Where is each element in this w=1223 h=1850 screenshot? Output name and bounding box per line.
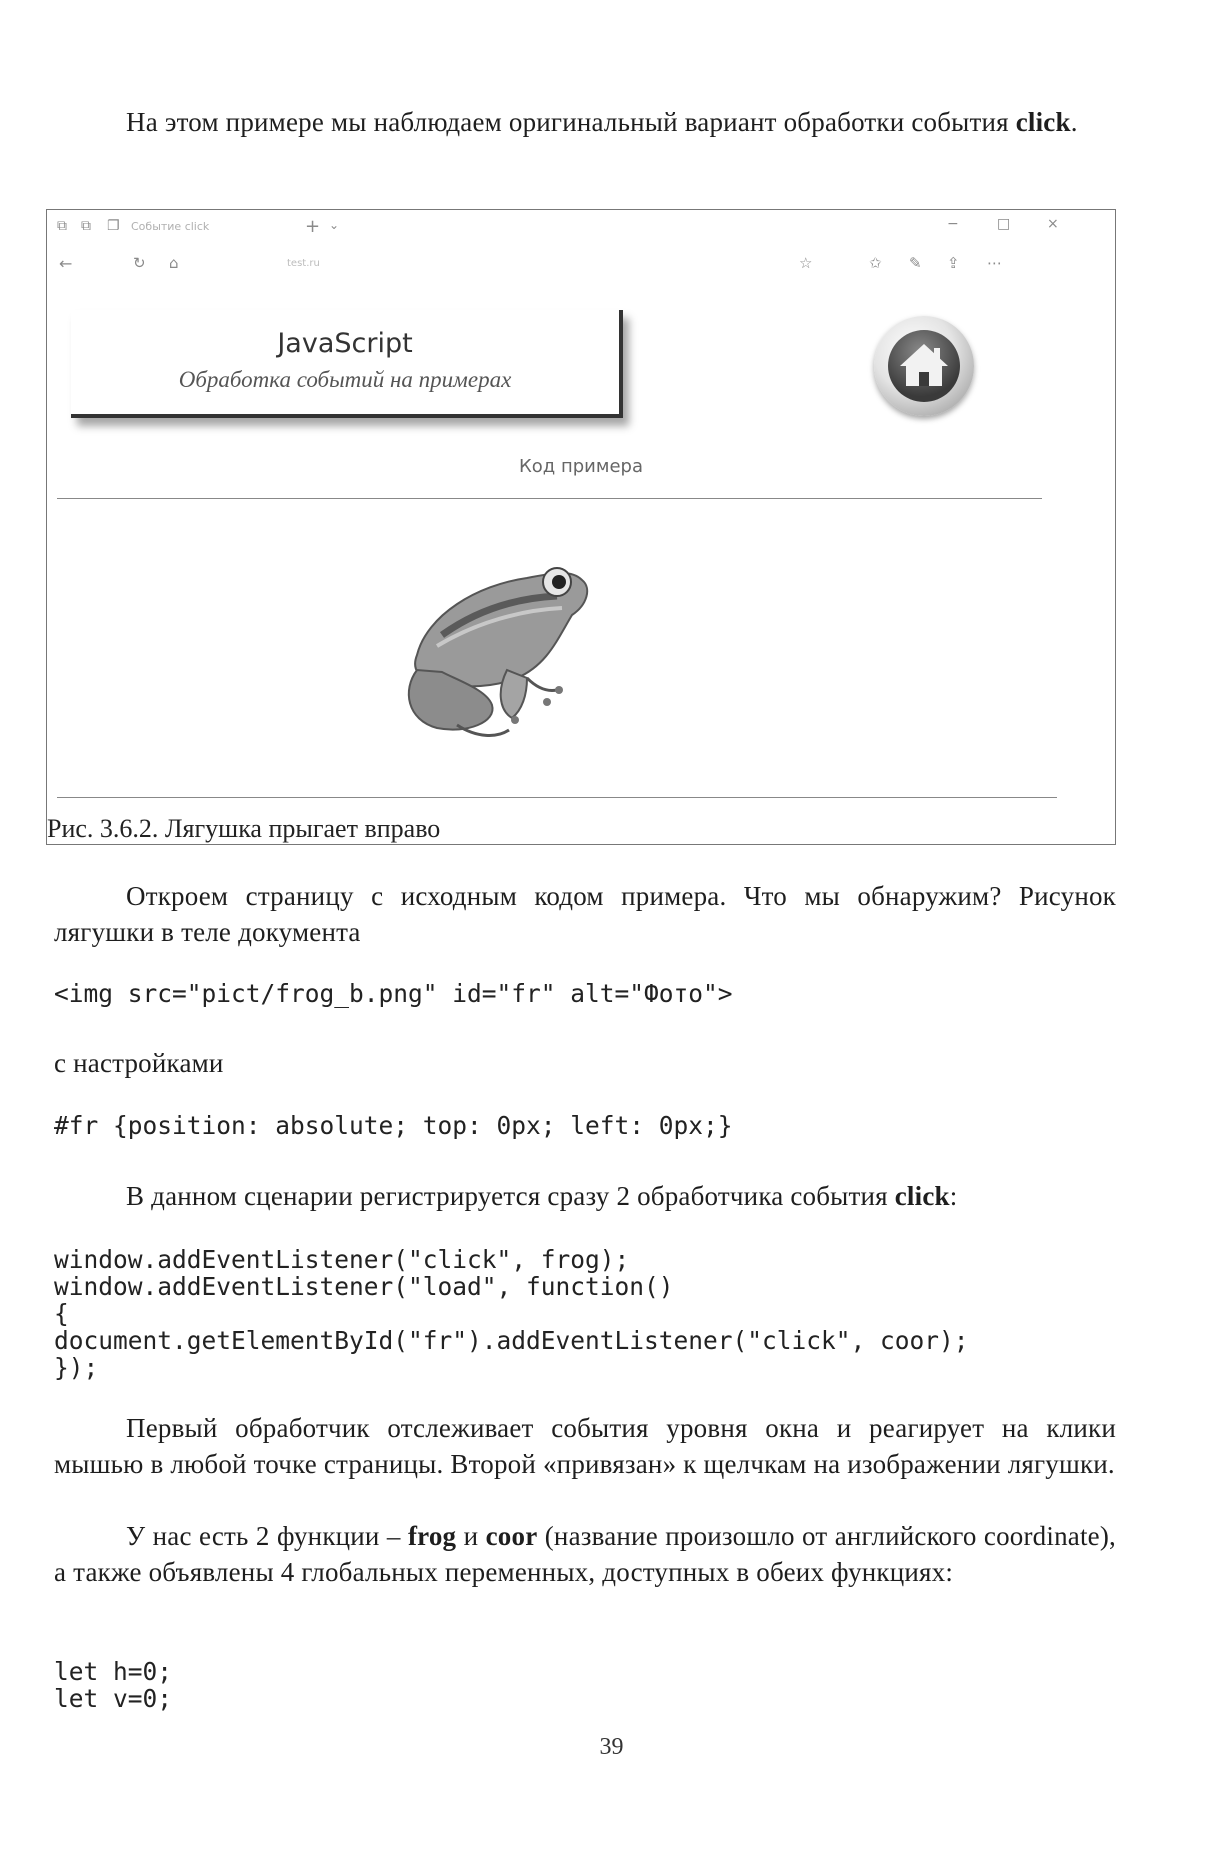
code-line: window.addEventListener("click", frog); [54,1245,630,1274]
site-banner [71,310,623,418]
tab-icon[interactable]: ⧉ [57,218,67,234]
frog-image[interactable] [397,560,657,740]
chevron-down-icon[interactable]: ⌄ [329,218,340,232]
paragraph-4-end: : [949,1181,958,1211]
paragraph-6-k2: coor [485,1521,538,1551]
paragraph-6-t3: (название произошло от английского coordinate), а также объявлены 4 глобальных переменных, доступных в обеих функциях: [54,1521,1116,1587]
paragraph-6-t2: и [463,1521,479,1551]
paragraph-6 [54,1518,1116,1590]
refresh-icon[interactable]: ↻ [133,254,146,272]
plus-icon[interactable]: + [305,216,321,237]
star-icon[interactable]: ☆ [799,254,813,272]
paragraph-5: Первый обработчик отслеживает события уровня окна и реагирует на клики мышью в любой точке страницы. Второй «привязан» к щелчкам на изображении лягушки. [54,1413,1116,1479]
paragraph-4-keyword: click [894,1181,950,1211]
intro-text: На этом примере мы наблюдаем оригинальный вариант обработки события [126,107,1009,137]
code-line: document.getElementById("fr").addEventListener("click", coor); [54,1326,969,1355]
browser-address-bar [47,254,1115,284]
paragraph-4 [54,1178,1116,1214]
tab-title[interactable]: Событие click [131,220,210,233]
banner-title: JavaScript [277,328,413,359]
code-line: { [54,1299,69,1328]
minimize-icon[interactable]: − [947,216,959,232]
code-line: let h=0; [54,1657,173,1686]
divider-top [57,498,1042,499]
back-arrow-icon[interactable]: ← [59,254,73,273]
code-css-rule: #fr {position: absolute; top: 0px; left: 0px;} [54,1111,733,1140]
browser-tab-bar [47,214,1115,244]
intro-keyword: click [1015,107,1071,137]
tab-icon[interactable]: ⧉ [81,218,91,234]
home-icon[interactable]: ⌂ [169,254,179,272]
pen-icon[interactable]: ✎ [909,254,922,272]
figure-caption: Рис. 3.6.2. Лягушка прыгает вправо [47,814,441,843]
code-line: }); [54,1353,99,1382]
code-example-link[interactable]: Код примера [519,456,643,477]
code-line: window.addEventListener("load", function() [54,1272,674,1301]
house-icon [888,330,960,402]
intro-end: . [1070,107,1078,137]
intro-paragraph [54,104,1116,140]
paragraph-3: с настройками [54,1048,224,1078]
paragraph-4-text: В данном сценарии регистрируется сразу 2 обработчика события [126,1181,888,1211]
maximize-icon[interactable]: □ [997,216,1011,232]
code-listeners [54,1246,969,1381]
paragraph-6-k1: frog [407,1521,457,1551]
home-button-inner [888,330,960,402]
tab-icon[interactable]: ❐ [107,218,120,234]
paragraph-6-t1: У нас есть 2 функции – [126,1521,401,1551]
paragraph-2: Откроем страницу с исходным кодом примера. Что мы обнаружим? Рисунок лягушки в теле документа [54,881,1116,947]
close-icon[interactable]: × [1047,216,1059,232]
share-icon[interactable]: ⇪ [947,254,960,272]
divider-bottom [57,797,1057,798]
favorites-icon[interactable]: ✩ [869,254,882,272]
figure-screenshot [46,209,1116,845]
address-field[interactable]: test.ru [287,258,320,269]
code-variables [54,1658,172,1712]
banner-subtitle: Обработка событий на примерах [178,367,512,392]
page-number: 39 [599,1734,624,1760]
more-icon[interactable]: ⋯ [987,254,1002,272]
home-button[interactable] [874,316,974,416]
code-img-tag: <img src="pict/frog_b.png" id="fr" alt="Фото"> [54,979,733,1008]
code-line: let v=0; [54,1684,173,1713]
